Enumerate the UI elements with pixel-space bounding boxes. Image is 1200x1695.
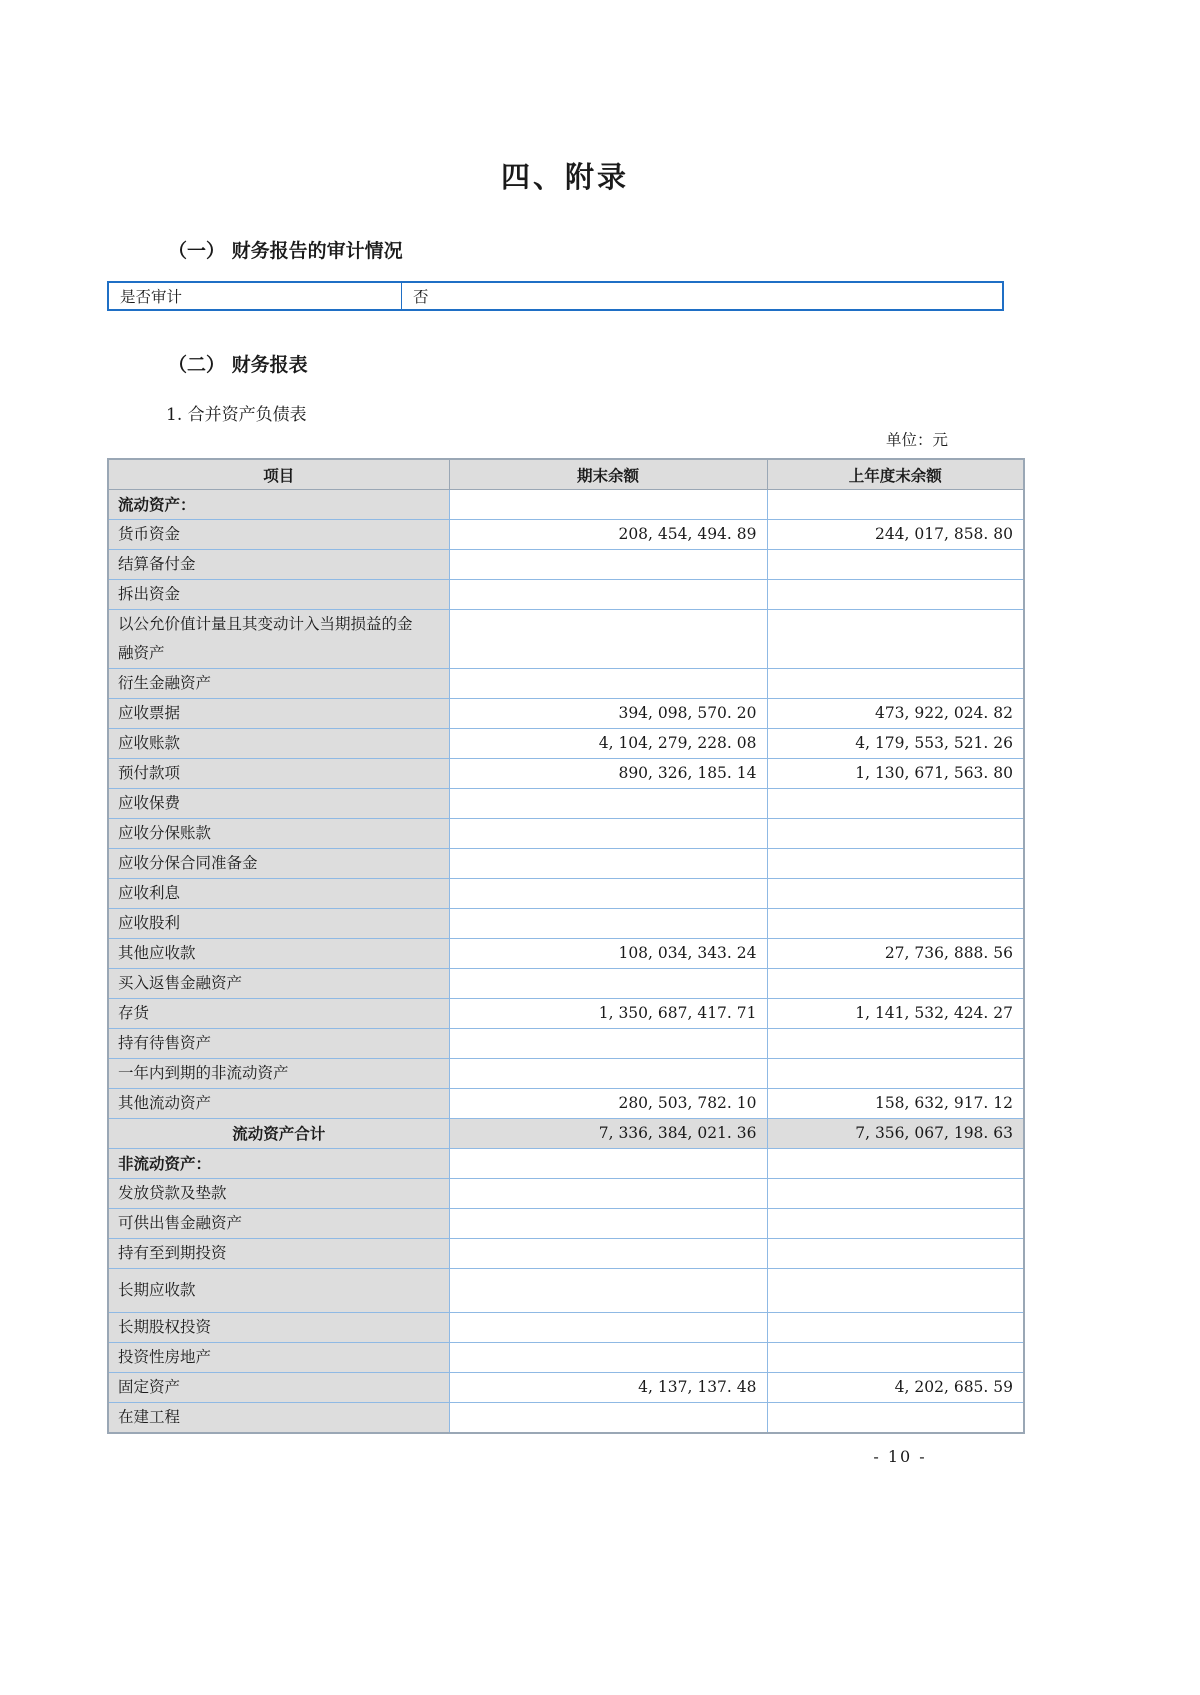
closing-balance-cell (449, 1269, 767, 1313)
table-row (108, 580, 1024, 610)
unit-label: 单位：元 (885, 431, 948, 449)
row-label-cell: 应收利息 (108, 879, 449, 909)
table-row (108, 1239, 1024, 1269)
table-row (108, 849, 1024, 879)
prior-year-balance-cell: 1, 141, 532, 424. 27 (767, 999, 1024, 1029)
table-row (108, 1179, 1024, 1209)
table-row (108, 699, 1024, 729)
table-row (108, 939, 1024, 969)
column-header-closing-balance: 期末余额 (449, 459, 767, 490)
table-row (108, 1059, 1024, 1089)
row-label-cell: 其他流动资产 (108, 1089, 449, 1119)
statements-section-heading: （二） 财务报表 (168, 354, 308, 376)
audit-question-cell: 是否审计 (120, 288, 183, 306)
closing-balance-cell: 280, 503, 782. 10 (449, 1089, 767, 1119)
prior-year-balance-cell: 473, 922, 024. 82 (767, 699, 1024, 729)
prior-year-balance-cell: 1, 130, 671, 563. 80 (767, 759, 1024, 789)
table-row (108, 729, 1024, 759)
closing-balance-cell (449, 1343, 767, 1373)
closing-balance-cell (449, 849, 767, 879)
prior-year-balance-cell (767, 789, 1024, 819)
prior-year-balance-cell (767, 550, 1024, 580)
table-row (108, 1313, 1024, 1343)
prior-year-balance-cell: 244, 017, 858. 80 (767, 520, 1024, 550)
prior-year-balance-cell (767, 879, 1024, 909)
table-row (108, 1119, 1024, 1149)
prior-year-balance-cell (767, 669, 1024, 699)
row-label-cell: 在建工程 (108, 1403, 449, 1434)
table-row (108, 879, 1024, 909)
prior-year-balance-cell (767, 1239, 1024, 1269)
row-label-cell: 长期应收款 (108, 1269, 449, 1313)
prior-year-balance-cell: 4, 179, 553, 521. 26 (767, 729, 1024, 759)
row-label-cell: 持有至到期投资 (108, 1239, 449, 1269)
closing-balance-cell: 4, 104, 279, 228. 08 (449, 729, 767, 759)
row-label-cell: 流动资产： (108, 490, 449, 520)
prior-year-balance-cell: 7, 356, 067, 198. 63 (767, 1119, 1024, 1149)
closing-balance-cell (449, 550, 767, 580)
closing-balance-cell: 1, 350, 687, 417. 71 (449, 999, 767, 1029)
prior-year-balance-cell (767, 1029, 1024, 1059)
row-label-cell: 结算备付金 (108, 550, 449, 580)
closing-balance-cell (449, 879, 767, 909)
closing-balance-cell (449, 610, 767, 669)
table-row (108, 1029, 1024, 1059)
audit-row (108, 282, 1003, 310)
table-row (108, 520, 1024, 550)
prior-year-balance-cell (767, 1343, 1024, 1373)
page-title: 四、附录 (500, 160, 629, 194)
prior-year-balance-cell (767, 969, 1024, 999)
row-label-cell: 固定资产 (108, 1373, 449, 1403)
prior-year-balance-cell (767, 610, 1024, 669)
prior-year-balance-cell (767, 1403, 1024, 1434)
page-number: - 10 - (873, 1447, 927, 1466)
table-row (108, 550, 1024, 580)
row-label-cell: 应收股利 (108, 909, 449, 939)
table-row (108, 969, 1024, 999)
table-row (108, 1149, 1024, 1179)
row-label-cell: 衍生金融资产 (108, 669, 449, 699)
closing-balance-cell: 108, 034, 343. 24 (449, 939, 767, 969)
prior-year-balance-cell: 27, 736, 888. 56 (767, 939, 1024, 969)
balance-sheet-title: 1. 合并资产负债表 (166, 405, 307, 425)
prior-year-balance-cell: 4, 202, 685. 59 (767, 1373, 1024, 1403)
audit-table (107, 281, 1004, 311)
prior-year-balance-cell (767, 1059, 1024, 1089)
row-label-cell: 流动资产合计 (108, 1119, 449, 1149)
table-row (108, 759, 1024, 789)
closing-balance-cell (449, 1059, 767, 1089)
table-row (108, 1089, 1024, 1119)
prior-year-balance-cell (767, 909, 1024, 939)
closing-balance-cell: 7, 336, 384, 021. 36 (449, 1119, 767, 1149)
table-row (108, 819, 1024, 849)
prior-year-balance-cell (767, 1269, 1024, 1313)
closing-balance-cell (449, 1029, 767, 1059)
table-row (108, 1343, 1024, 1373)
prior-year-balance-cell (767, 819, 1024, 849)
closing-balance-cell (449, 819, 767, 849)
closing-balance-cell (449, 789, 767, 819)
table-row (108, 1403, 1024, 1434)
prior-year-balance-cell (767, 580, 1024, 610)
row-label-cell: 应收分保账款 (108, 819, 449, 849)
table-row (108, 610, 1024, 669)
prior-year-balance-cell (767, 1179, 1024, 1209)
closing-balance-cell (449, 1239, 767, 1269)
closing-balance-cell (449, 909, 767, 939)
closing-balance-cell (449, 490, 767, 520)
column-header-item: 项目 (108, 459, 449, 490)
row-label-cell: 应收账款 (108, 729, 449, 759)
row-label-cell: 一年内到期的非流动资产 (108, 1059, 449, 1089)
audit-answer-cell: 否 (402, 282, 1004, 310)
closing-balance-cell (449, 969, 767, 999)
closing-balance-cell (449, 1313, 767, 1343)
prior-year-balance-cell: 158, 632, 917. 12 (767, 1089, 1024, 1119)
row-label-cell: 非流动资产： (108, 1149, 449, 1179)
header-row (108, 459, 1024, 490)
closing-balance-cell (449, 1209, 767, 1239)
row-label-cell: 存货 (108, 999, 449, 1029)
table-row (108, 1269, 1024, 1313)
row-label-cell: 应收分保合同准备金 (108, 849, 449, 879)
table-row (108, 669, 1024, 699)
table-row (108, 909, 1024, 939)
balance-sheet-body (108, 490, 1024, 1434)
row-label-cell: 拆出资金 (108, 580, 449, 610)
closing-balance-cell (449, 1403, 767, 1434)
row-label-cell: 其他应收款 (108, 939, 449, 969)
row-label-cell: 持有待售资产 (108, 1029, 449, 1059)
closing-balance-cell: 890, 326, 185. 14 (449, 759, 767, 789)
row-label-cell: 买入返售金融资产 (108, 969, 449, 999)
balance-sheet-table (107, 458, 1025, 1434)
closing-balance-cell (449, 1149, 767, 1179)
closing-balance-cell: 4, 137, 137. 48 (449, 1373, 767, 1403)
table-row (108, 789, 1024, 819)
row-label-cell: 发放贷款及垫款 (108, 1179, 449, 1209)
table-row (108, 490, 1024, 520)
closing-balance-cell (449, 1179, 767, 1209)
prior-year-balance-cell (767, 849, 1024, 879)
closing-balance-cell: 394, 098, 570. 20 (449, 699, 767, 729)
row-label-cell: 长期股权投资 (108, 1313, 449, 1343)
table-row (108, 999, 1024, 1029)
row-label-cell: 货币资金 (108, 520, 449, 550)
row-label-cell: 应收保费 (108, 789, 449, 819)
prior-year-balance-cell (767, 1313, 1024, 1343)
prior-year-balance-cell (767, 1209, 1024, 1239)
closing-balance-cell (449, 580, 767, 610)
row-label-cell: 可供出售金融资产 (108, 1209, 449, 1239)
table-row (108, 1373, 1024, 1403)
row-label-cell: 应收票据 (108, 699, 449, 729)
row-label-cell: 预付款项 (108, 759, 449, 789)
row-label-cell: 以公允价值计量且其变动计入当期损益的金融资产 (108, 610, 449, 669)
prior-year-balance-cell (767, 1149, 1024, 1179)
closing-balance-cell (449, 669, 767, 699)
audit-section-heading: （一） 财务报告的审计情况 (168, 240, 403, 262)
prior-year-balance-cell (767, 490, 1024, 520)
row-label-cell: 投资性房地产 (108, 1343, 449, 1373)
column-header-prior-year-balance: 上年度末余额 (767, 459, 1024, 490)
closing-balance-cell: 208, 454, 494. 89 (449, 520, 767, 550)
table-row (108, 1209, 1024, 1239)
